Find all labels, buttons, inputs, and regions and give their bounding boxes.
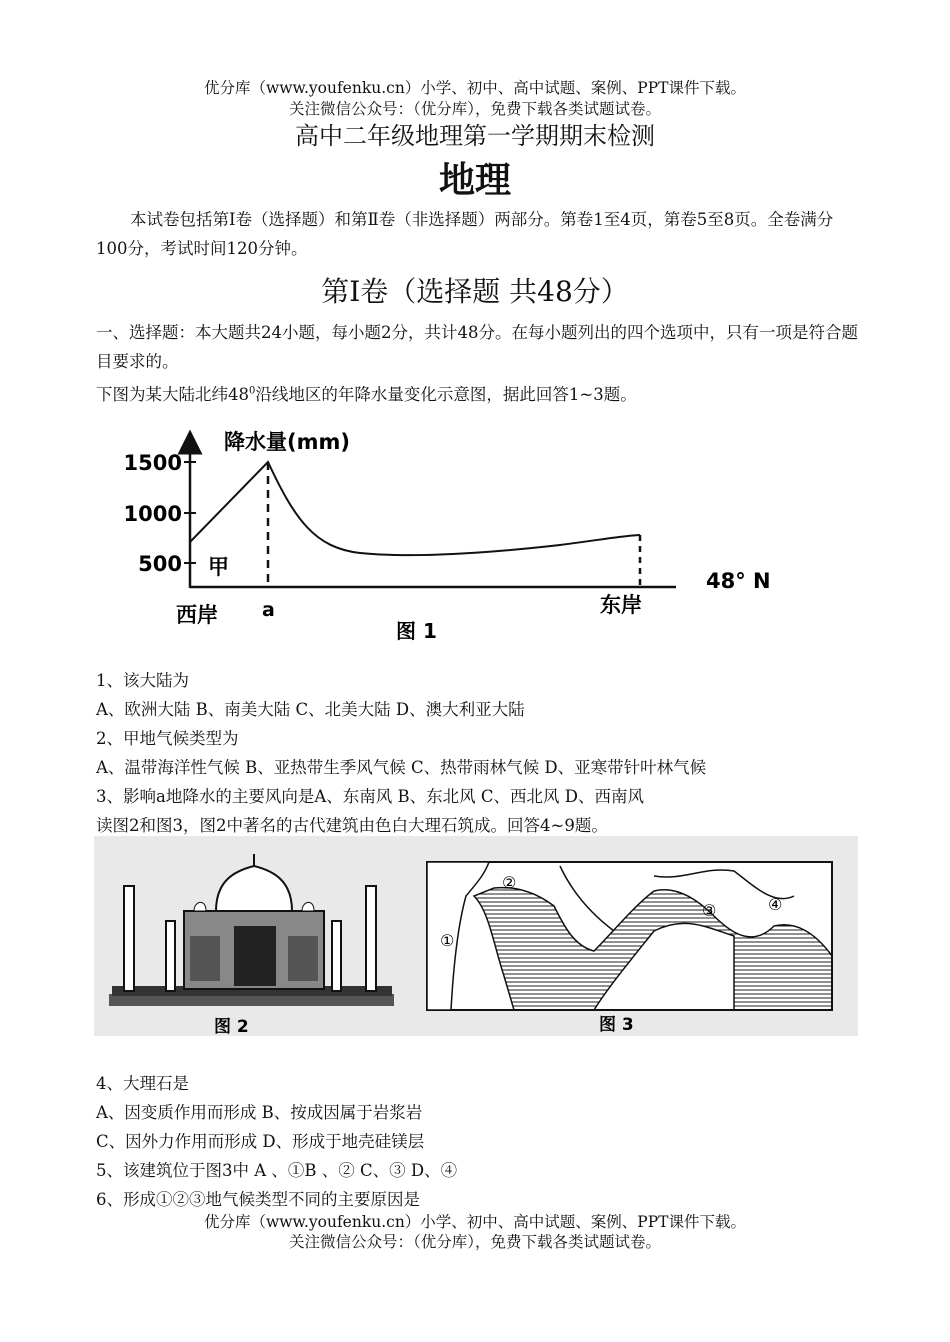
read-figures-2-3: 读图2和图3，图2中著名的古代建筑由色白大理石筑成。回答4~9题。 bbox=[96, 816, 608, 835]
subject-heading: 地理 bbox=[438, 159, 511, 201]
figure1-intro-a: 下图为某大陆北纬48 bbox=[96, 385, 249, 404]
section-1-heading: 第Ⅰ卷（选择题 共48分） bbox=[321, 275, 629, 308]
label-west: 西岸 bbox=[176, 603, 218, 627]
watermark-line-1: 优分库（www.youfenku.cn）小学、初中、高中试题、案例、PPT课件下载。 bbox=[203, 79, 747, 97]
map-marker-2: ② bbox=[502, 873, 517, 892]
question-2: 2、甲地气候类型为 bbox=[96, 729, 239, 748]
degree-sup: 0 bbox=[249, 385, 256, 397]
figure1-chart bbox=[0, 420, 950, 670]
figure1-intro bbox=[96, 381, 637, 405]
exam-title: 高中二年级地理第一学期期末检测 bbox=[295, 122, 655, 150]
ytick-label-500: 500 bbox=[138, 552, 182, 576]
question-4-options-cd: C、因外力作用而形成 D、形成于地壳硅镁层 bbox=[96, 1132, 425, 1151]
question-3: 3、影响a地降水的主要风向是A、东南风 B、东北风 C、西北风 D、西南风 bbox=[96, 787, 644, 806]
question-6: 6、形成①②③地气候类型不同的主要原因是 bbox=[96, 1190, 420, 1209]
question-4: 4、大理石是 bbox=[96, 1074, 189, 1093]
precip-curve bbox=[190, 462, 640, 555]
label-a: a bbox=[262, 599, 275, 621]
label-latitude: 48° N bbox=[706, 569, 771, 593]
ytick-label-1500: 1500 bbox=[123, 451, 182, 475]
question-2-options: A、温带海洋性气候 B、亚热带生季风气候 C、热带雨林气候 D、亚寒带针叶林气候 bbox=[96, 758, 707, 777]
watermark-line-2: 关注微信公众号：（优分库），免费下载各类试题试卷。 bbox=[288, 100, 661, 118]
question-4-options-ab: A、因变质作用而形成 B、按成因属于岩浆岩 bbox=[96, 1103, 423, 1122]
map-marker-4: ④ bbox=[768, 895, 783, 914]
map-marker-1: ① bbox=[440, 931, 455, 950]
label-jia: 甲 bbox=[208, 555, 229, 579]
question-5: 5、该建筑位于图3中 A 、①B 、② C、③ D、④ bbox=[96, 1161, 458, 1180]
y-axis-label: 降水量(mm) bbox=[224, 430, 350, 454]
figure3-caption: 图 3 bbox=[599, 1015, 634, 1035]
question-1-options: A、欧洲大陆 B、南美大陆 C、北美大陆 D、澳大利亚大陆 bbox=[96, 700, 525, 719]
figure1-intro-b: 沿线地区的年降水量变化示意图，据此回答1~3题。 bbox=[255, 385, 637, 404]
map-marker-3: ③ bbox=[702, 901, 717, 920]
label-east: 东岸 bbox=[600, 593, 642, 617]
exam-intro: 本试卷包括第Ⅰ卷（选择题）和第Ⅱ卷（非选择题）两部分。第卷1至4页，第卷5至8页。全卷满分100分，考试时间120分钟。 bbox=[96, 210, 834, 258]
ytick-label-1000: 1000 bbox=[123, 502, 182, 526]
question-1: 1、该大陆为 bbox=[96, 671, 189, 690]
figure2-3-panel bbox=[94, 836, 858, 1036]
instructions: 一、选择题：本大题共24小题，每小题2分，共计48分。在每小题列出的四个选项中，只有一项是符合题目要求的。 bbox=[96, 323, 858, 371]
figure2-caption: 图 2 bbox=[214, 1017, 249, 1036]
footer-watermark-line-1: 优分库（www.youfenku.cn）小学、初中、高中试题、案例、PPT课件下载。 bbox=[203, 1213, 747, 1231]
footer-watermark-line-2: 关注微信公众号：（优分库），免费下载各类试题试卷。 bbox=[288, 1233, 661, 1251]
figure1-caption: 图 1 bbox=[396, 619, 437, 643]
